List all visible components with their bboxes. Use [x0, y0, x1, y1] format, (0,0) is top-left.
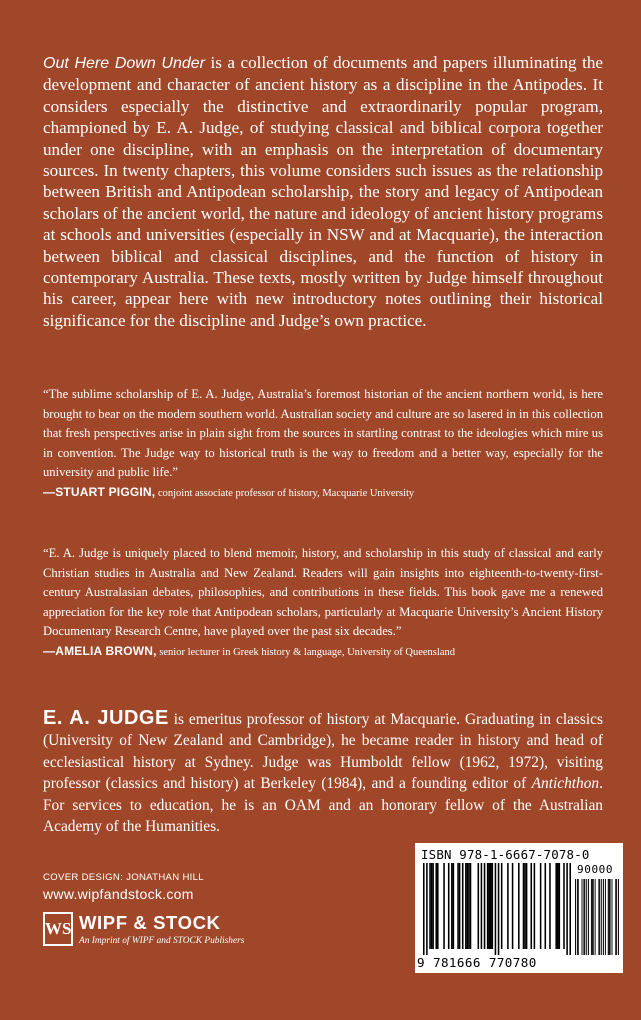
barcode-bar [524, 863, 526, 949]
barcode-bar [526, 863, 528, 949]
cover-design-credit: COVER DESIGN: JONATHAN HILL [43, 872, 204, 883]
ean-barcode-bars [423, 863, 571, 955]
barcode-bar [530, 863, 532, 949]
addon-bar [591, 879, 592, 955]
price-code: 90000 [577, 863, 614, 876]
barcode-bar [492, 863, 494, 949]
addon-bar [582, 879, 583, 955]
barcode-bar [431, 863, 433, 949]
barcode-bar [487, 863, 489, 949]
addon-bar [599, 879, 600, 955]
barcode-bar [432, 863, 434, 949]
barcode-bar [478, 863, 480, 949]
author-name: E. A. JUDGE [43, 707, 169, 729]
endorsement-quote: “E. A. Judge is uniquely placed to blend memoir, history, and scholarship in this study of classical and early Christian studies in Australia and New Zealand. Readers will gain insights into eighteenth-to-twenty-first-century Australasian debates, philosophies, and contributions in these fields. This book gave me a renewed appreciation for the key role that Antipodean scholars, particularly at Macquarie University’s Ancient History Documentary Research Centre, have played over the past six decades.” [43, 546, 603, 638]
endorsement-quote: “The sublime scholarship of E. A. Judge, Australia’s foremost historian of the ancient northern world, is here brought to bear on the modern southern world. Australian society and culture are so lasered in in this collection that fresh perspectives arise in plain sight from the sources in startling contrast to the ideologies which mire us in convention. The Judge way to historical truth is the way to freedom and a better way, especially for the university and public life.” [43, 387, 603, 479]
barcode-bar [555, 863, 557, 949]
addon-bar [584, 879, 585, 955]
barcode-bar [501, 863, 503, 949]
endorsement-attribution [43, 483, 603, 504]
barcode-bar [569, 863, 571, 955]
barcode-bar [498, 863, 500, 955]
addon-bar [578, 879, 579, 955]
barcode-bar [443, 863, 445, 949]
addon-barcode-bars [575, 879, 619, 955]
barcode-bar [495, 863, 497, 955]
addon-bar [608, 879, 609, 955]
barcode-bar [512, 863, 514, 949]
barcode-bar [462, 863, 464, 949]
description-text: is a collection of documents and papers illuminating the development and character of ancient history as a discipline in the Antipodes. It considers especially the distinctive and extraordinarily popular program, championed by E. A. Judge, of studying classical and biblical corpora together under one discipline, with an emphasis on the interpretation of documentary sources. In twenty chapters, this volume considers such issues as the relationship between British and Antipodean scholarship, the story and legacy of Antipodean scholars of the ancient world, the nature and ideology of ancient history programs at schools and universities (especially in NSW and at Macquarie), the interaction between biblical and classical disciplines, and the function of history in contemporary Australia. These texts, mostly written by Judge himself throughout his career, appear here with new introductory notes outlining their historical significance for the discipline and Judge’s own practice. [43, 53, 603, 330]
addon-bar [593, 879, 594, 955]
barcode-bar [557, 863, 559, 949]
publisher-logo-mark: WS [43, 912, 73, 946]
addon-bar [603, 879, 604, 955]
barcode-bar [457, 863, 459, 949]
addon-bar [612, 879, 613, 955]
book-title: Out Here Down Under [43, 55, 205, 72]
publisher-logo [43, 912, 273, 952]
addon-bar [605, 879, 606, 955]
endorsement [43, 385, 603, 503]
journal-title: Antichthon [531, 775, 600, 793]
publisher-website: www.wipfandstock.com [43, 886, 194, 902]
publisher-name: WIPF & STOCK [79, 912, 221, 933]
barcode-bar [507, 863, 509, 949]
barcode-bar [429, 863, 431, 949]
barcode-bar [468, 863, 470, 949]
addon-bar [586, 879, 587, 955]
barcode-bar [467, 863, 469, 949]
addon-bar [575, 879, 576, 955]
bio-text: is emeritus professor of history at Macquarie. Graduating in classics (University of New Zealand and Cambridge), he became reader in history and head of ecclesiastical history at Sydney. Judge was Humboldt fellow (1962, 1972), visiting professor (classics and history) at Berkeley (1984), and a founding editor of [43, 711, 603, 793]
endorser-role: senior lecturer in Greek history & language, University of Queensland [156, 646, 455, 658]
barcode-bar [488, 863, 490, 949]
isbn-label: ISBN 978-1-6667-7078-0 [421, 847, 590, 862]
endorser-name: —AMELIA BROWN, [43, 643, 157, 658]
barcode-bar [518, 863, 520, 949]
barcode-bar [448, 863, 450, 949]
endorser-name: —STUART PIGGIN, [43, 484, 156, 499]
barcode-bar [566, 863, 568, 955]
barcode-bar [426, 863, 428, 955]
author-bio [43, 708, 603, 837]
bio-text-end: . For services to education, he is an OAM and an honorary fellow of the Australian Academy of the Humanities. [43, 775, 603, 836]
addon-bar [598, 879, 599, 955]
isbn-barcode [415, 843, 623, 973]
barcode-bar [481, 863, 483, 949]
endorser-role: conjoint associate professor of history, Macquarie University [155, 487, 415, 499]
barcode-bar [451, 863, 453, 949]
barcode-bar [534, 863, 536, 949]
barcode-bar [549, 863, 551, 949]
barcode-bar [435, 863, 437, 949]
barcode-bar [465, 863, 467, 949]
addon-bar [583, 879, 584, 955]
addon-bar [595, 879, 596, 955]
barcode-bar [459, 863, 461, 949]
publisher-tagline: An Imprint of WIPF and STOCK Publishers [79, 936, 245, 946]
endorsement [43, 544, 603, 662]
addon-bar [577, 879, 578, 955]
addon-bar [588, 879, 589, 955]
barcode-bar [523, 863, 525, 949]
addon-bar [618, 879, 619, 955]
barcode-bar [423, 863, 425, 955]
endorsement-attribution [43, 642, 603, 663]
barcode-bar [437, 863, 439, 949]
addon-bar [616, 879, 617, 955]
barcode-bar [545, 863, 547, 949]
barcode-bar [470, 863, 472, 949]
barcode-bar [540, 863, 542, 949]
barcode-bar [559, 863, 561, 949]
addon-bar [592, 879, 593, 955]
barcode-bar [484, 863, 486, 949]
addon-bar [601, 879, 602, 955]
addon-bar [609, 879, 610, 955]
barcode-bar [453, 863, 455, 949]
addon-bar [610, 879, 611, 955]
description-paragraph [43, 52, 603, 331]
barcode-bar [490, 863, 492, 949]
barcode-bar [563, 863, 565, 949]
addon-bar [615, 879, 616, 955]
barcode-digits: 9 781666 770780 [417, 955, 537, 970]
